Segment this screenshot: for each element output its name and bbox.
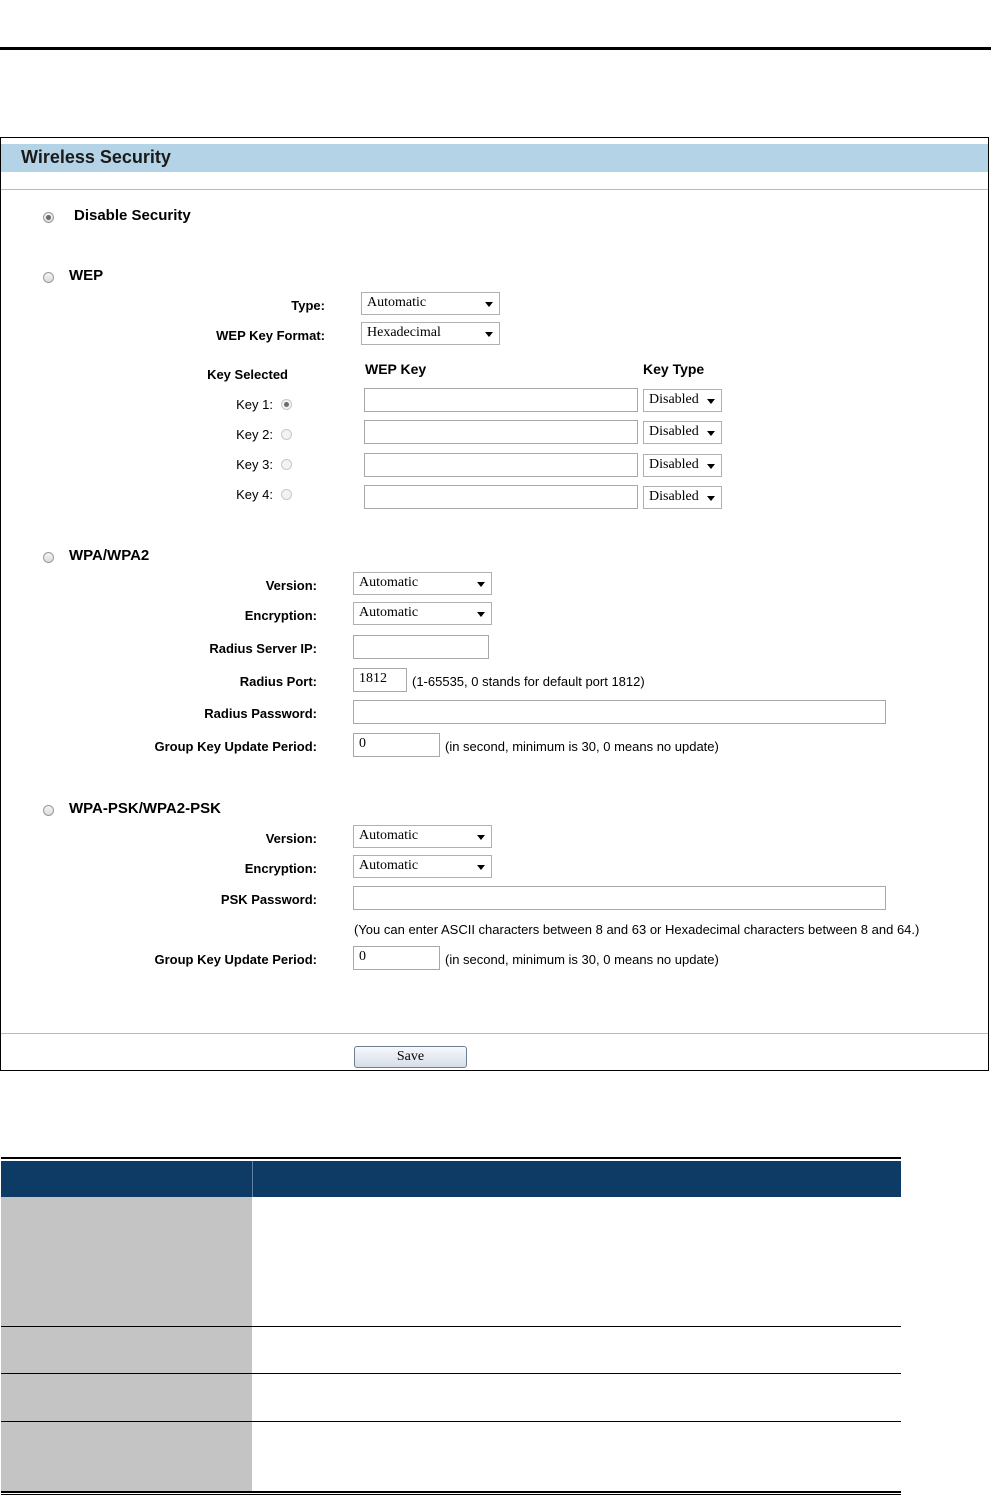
- table-row-label-cell: [1, 1422, 252, 1491]
- key-2-input[interactable]: [364, 420, 638, 444]
- wpa-group-key-input[interactable]: [353, 733, 440, 757]
- header-divider: [1, 189, 988, 190]
- save-button[interactable]: Save: [354, 1046, 467, 1068]
- table-header: [1, 1161, 901, 1197]
- wpa-version-select[interactable]: [353, 572, 492, 595]
- table-bottom-rule: [1, 1491, 901, 1495]
- key-4-label: Key 4:: [236, 487, 273, 502]
- psk-group-key-label: Group Key Update Period:: [154, 952, 317, 967]
- chevron-down-icon: [707, 431, 715, 436]
- radius-server-ip-label: Radius Server IP:: [209, 641, 317, 656]
- wep-key-format-value: Hexadecimal: [367, 325, 441, 340]
- key-3-radio[interactable]: [281, 459, 292, 470]
- wpa-encryption-value: Automatic: [359, 605, 419, 620]
- key-4-radio[interactable]: [281, 489, 292, 500]
- key-1-type-select[interactable]: [643, 389, 722, 412]
- table-row-label-cell: [1, 1374, 252, 1421]
- key-2-radio[interactable]: [281, 429, 292, 440]
- wep-type-select[interactable]: [361, 292, 500, 315]
- wep-label: WEP: [69, 267, 104, 284]
- psk-password-input[interactable]: [353, 886, 886, 910]
- wpa-group-key-label: Group Key Update Period:: [154, 739, 317, 754]
- key-type-header: Key Type: [643, 361, 705, 377]
- table-header-divider: [252, 1161, 253, 1197]
- chevron-down-icon: [477, 835, 485, 840]
- psk-encryption-select[interactable]: [353, 855, 492, 878]
- wpa-psk-label: WPA-PSK/WPA2-PSK: [69, 800, 221, 817]
- psk-encryption-value: Automatic: [359, 858, 419, 873]
- key-2-label: Key 2:: [236, 427, 273, 442]
- radius-port-hint: (1-65535, 0 stands for default port 1812): [412, 674, 645, 689]
- radius-port-input[interactable]: [353, 668, 407, 692]
- chevron-down-icon: [707, 399, 715, 404]
- chevron-down-icon: [485, 332, 493, 337]
- key-1-type-value: Disabled: [649, 392, 699, 407]
- wpa-encryption-select[interactable]: [353, 602, 492, 625]
- disable-security-label: Disable Security: [74, 207, 191, 224]
- psk-password-hint: (You can enter ASCII characters between 8 and 63 or Hexadecimal characters between 8 and 64.): [354, 922, 920, 937]
- key-2-type-value: Disabled: [649, 424, 699, 439]
- psk-version-value: Automatic: [359, 828, 419, 843]
- wpa-encryption-label: Encryption:: [244, 608, 317, 623]
- psk-encryption-label: Encryption:: [244, 861, 317, 876]
- wpa-label: WPA/WPA2: [69, 547, 150, 564]
- key-3-type-select[interactable]: [643, 454, 722, 477]
- wep-key-format-select[interactable]: [361, 322, 500, 345]
- psk-group-key-input[interactable]: [353, 946, 440, 970]
- wpa-psk-radio[interactable]: [43, 805, 54, 816]
- key-4-type-select[interactable]: [643, 486, 722, 509]
- key-2-type-select[interactable]: [643, 421, 722, 444]
- radius-server-ip-input[interactable]: [353, 635, 489, 659]
- psk-group-key-value: 0: [359, 949, 366, 964]
- chevron-down-icon: [707, 464, 715, 469]
- wep-type-label: Type:: [291, 298, 325, 313]
- wep-type-value: Automatic: [367, 295, 427, 310]
- wpa-version-value: Automatic: [359, 575, 419, 590]
- table-row-label-cell: [1, 1197, 252, 1326]
- key-1-input[interactable]: [364, 388, 638, 412]
- psk-group-key-hint: (in second, minimum is 30, 0 means no update): [445, 952, 719, 967]
- panel-title: Wireless Security: [21, 147, 171, 167]
- wep-key-header: WEP Key: [365, 361, 427, 377]
- chevron-down-icon: [477, 582, 485, 587]
- wpa-group-key-hint: (in second, minimum is 30, 0 means no update): [445, 739, 719, 754]
- key-selected-header: Key Selected: [207, 367, 288, 382]
- psk-version-label: Version:: [265, 831, 317, 846]
- key-4-input[interactable]: [364, 485, 638, 509]
- wpa-group-key-value: 0: [359, 736, 366, 751]
- chevron-down-icon: [485, 302, 493, 307]
- key-3-label: Key 3:: [236, 457, 273, 472]
- chevron-down-icon: [477, 865, 485, 870]
- wireless-security-panel: [0, 137, 989, 1071]
- table-top-rule: [1, 1157, 901, 1159]
- wpa-version-label: Version:: [265, 578, 317, 593]
- table-row-label-cell: [1, 1327, 252, 1373]
- page-top-rule: [0, 47, 991, 50]
- chevron-down-icon: [707, 496, 715, 501]
- disable-security-radio[interactable]: [43, 212, 54, 223]
- wep-radio[interactable]: [43, 272, 54, 283]
- key-1-radio[interactable]: [281, 399, 292, 410]
- radius-password-input[interactable]: [353, 700, 886, 724]
- key-4-type-value: Disabled: [649, 489, 699, 504]
- radius-port-label: Radius Port:: [239, 674, 317, 689]
- psk-version-select[interactable]: [353, 825, 492, 848]
- footer-divider: [1, 1033, 988, 1034]
- key-3-type-value: Disabled: [649, 457, 699, 472]
- radius-port-value: 1812: [359, 671, 387, 686]
- chevron-down-icon: [477, 612, 485, 617]
- psk-password-label: PSK Password:: [220, 892, 317, 907]
- wep-key-format-label: WEP Key Format:: [216, 328, 325, 343]
- key-1-label: Key 1:: [236, 397, 273, 412]
- wpa-radio[interactable]: [43, 552, 54, 563]
- radius-password-label: Radius Password:: [204, 706, 317, 721]
- key-3-input[interactable]: [364, 453, 638, 477]
